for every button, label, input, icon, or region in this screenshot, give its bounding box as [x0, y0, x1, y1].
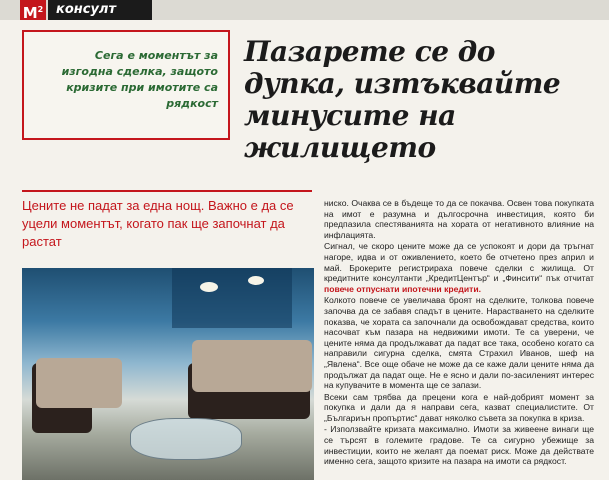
ceiling-lamp-icon	[200, 282, 218, 292]
section-label: консулт	[48, 0, 152, 20]
article-paragraph: - Използвайте кризата максимално. Имоти за живеене винаги ще се търсят в големите градове. Те са сигурно убежище за инвестиции, които не желаят да поемат риск. Може да действате именно сега, защото кризите на пазара на имоти са рядкост.	[324, 424, 594, 467]
article-highlight: повече отпуснати ипотечни кредити.	[324, 283, 482, 294]
logo-superscript: 2	[37, 5, 44, 14]
logo-letter: M	[22, 4, 38, 22]
lead-text: Сега е моментът за изгодна сделка, защото кризите при имотите са рядкост	[61, 49, 218, 110]
subhead: Цените не падат за една нощ. Важно е да се уцели моментът, когато пак ще започнат да растат	[22, 198, 294, 249]
article-paragraph: ниско. Очаква се в бъдеще то да се покачва. Освен това покупката на имот е разумна и дългосрочна инвестиция, която би предпазила спестяванията на хората от негативното влияние на инфлацията.	[324, 198, 594, 240]
glass-table	[130, 418, 242, 460]
sofa-seat	[192, 340, 312, 392]
window-panel	[172, 268, 292, 328]
article-text: Сигнал, че скоро цените може да се успокоят и дори да тръгнат нагоре, идва и от оживлението, което бе отчетено през април и май. Брокерите регистрираха повече сделки с жилища. От кредитните консултанти „КредитЦентър“ и „Финсити“ пък отчитат	[324, 241, 594, 284]
subhead-rule	[22, 190, 312, 192]
lead-box	[22, 30, 230, 140]
article-paragraph: Всеки сам трябва да прецени кога е най-добрият момент за покупка и дали да я направи сега, казват специалистите. От „Българиън пропъртис“ дават няколко съвета за покупка в криза.	[324, 391, 594, 423]
article-paragraph	[324, 241, 594, 294]
article-paragraph: Колкото повече се увеличава броят на сделките, толкова повече започва да се забавя спадът в цените. Нарастването на сделките показва, че хората са започнали да освобождават средства, които насочват към пазара на недвижими имоти. Те са уверени, че цените няма да продължават да падат все така, особено когато са направили сигурна сделка, смята Страхил Иванов, шеф на „Явлена“. Все още обаче не може да се каже дали цените няма да продължат да падат още. Не е ясно и дали по-засиленият интерес на купувачите в момента ще се запази.	[324, 295, 594, 391]
article-body	[324, 198, 594, 468]
magazine-logo	[20, 0, 46, 20]
armchair-seat	[36, 358, 122, 408]
headline: Пазарете се до дупка, изтъквайте минусите на жилището	[244, 35, 561, 164]
ceiling-lamp-icon	[248, 276, 264, 285]
living-room-photo	[22, 268, 314, 480]
